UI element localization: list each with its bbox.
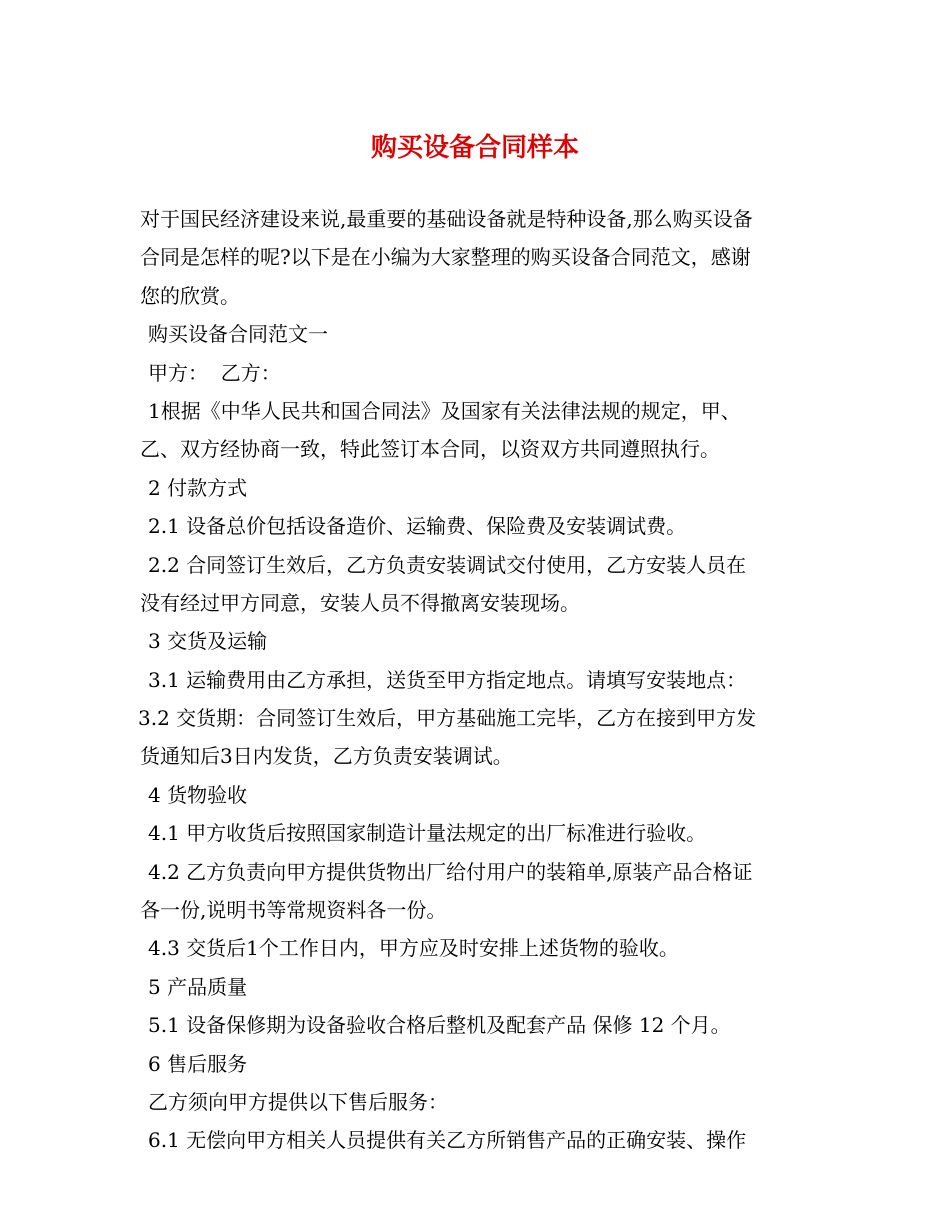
paragraph-line: 合同是怎样的呢?以下是在小编为大家整理的购买设备合同范文，感谢: [140, 245, 751, 270]
clause-line: 没有经过甲方同意，安装人员不得撤离安装现场。: [140, 590, 580, 615]
section-heading: 3 交货及运输: [148, 629, 268, 654]
clause-line: 6.1 无偿向甲方相关人员提供有关乙方所销售产品的正确安装、操作: [148, 1128, 747, 1153]
clause-line: 乙、双方经协商一致，特此签订本合同，以资双方共同遵照执行。: [140, 437, 720, 462]
clause-line: 4.2 乙方负责向甲方提供货物出厂给付用户的装箱单,原装产品合格证: [148, 859, 753, 884]
clause-line: 4.3 交货后1个工作日内，甲方应及时安排上述货物的验收。: [148, 936, 679, 961]
paragraph-line: 对于国民经济建设来说,最重要的基础设备就是特种设备,那么购买设备: [140, 207, 753, 231]
clause-line: 2.2 合同签订生效后，乙方负责安装调试交付使用，乙方安装人员在: [148, 552, 747, 577]
party-line: 甲方： 乙方：: [148, 360, 281, 385]
clause-line: 3.2 交货期：合同签订生效后，甲方基础施工完毕，乙方在接到甲方发: [138, 706, 757, 731]
clause-line: 3.1 运输费用由乙方承担，送货至甲方指定地点。请填写安装地点：: [148, 667, 747, 692]
clause-line: 货通知后3日内发货，乙方负责安装调试。: [140, 744, 513, 769]
section-heading: 4 货物验收: [148, 782, 248, 807]
clause-line: 5.1 设备保修期为设备验收合格后整机及配套产品 保修 12 个月。: [148, 1013, 731, 1038]
section-heading: 6 售后服务: [148, 1051, 248, 1076]
section-heading: 2 付款方式: [148, 475, 248, 500]
document-body: [140, 200, 812, 1160]
document-title: 购买设备合同样本: [370, 133, 579, 163]
paragraph-line: 您的欣赏。: [140, 283, 240, 308]
clause-line: 4.1 甲方收货后按照国家制造计量法规定的出厂标准进行验收。: [148, 821, 707, 846]
clause-line: 各一份,说明书等常规资料各一份。: [140, 898, 447, 923]
section-heading: 购买设备合同范文一: [148, 322, 328, 347]
clause-line: 2.1 设备总价包括设备造价、运输费、保险费及安装调试费。: [148, 514, 687, 539]
clause-line: 乙方须向甲方提供以下售后服务：: [148, 1089, 448, 1114]
section-heading: 5 产品质量: [148, 974, 248, 999]
clause-line: 1根据《中华人民共和国合同法》及国家有关法律法规的规定，甲、: [148, 398, 741, 423]
